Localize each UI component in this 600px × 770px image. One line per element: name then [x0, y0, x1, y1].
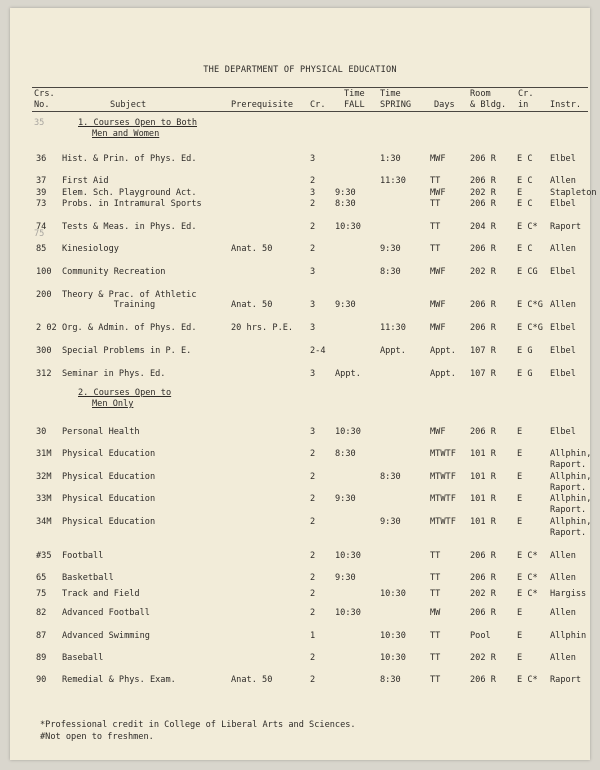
- course-credits: 2: [310, 675, 316, 685]
- course-room: 206 R: [470, 244, 496, 254]
- course-credits: 2: [310, 494, 316, 504]
- table-row: [10, 300, 590, 312]
- course-number: 85: [36, 244, 47, 254]
- table-row: [10, 176, 590, 188]
- faint-course-number-75: 75: [34, 229, 45, 239]
- course-number: 2 02: [36, 323, 57, 333]
- course-credit-in: E: [517, 653, 523, 663]
- course-subject: Hist. & Prin. of Phys. Ed.: [62, 154, 197, 164]
- table-row: [10, 244, 590, 256]
- course-days: TT: [430, 573, 441, 583]
- header-prerequisite: Prerequisite: [231, 100, 294, 110]
- table-row: [10, 589, 590, 601]
- course-days: MWF: [430, 188, 446, 198]
- document-page: [10, 8, 597, 760]
- course-credits: 3: [310, 154, 316, 164]
- course-instructor: Raport.: [550, 505, 587, 515]
- course-prerequisite: Anat. 50: [231, 675, 273, 685]
- course-credits: 3: [310, 300, 316, 310]
- course-days: TT: [430, 589, 441, 599]
- course-instructor: Elbel: [550, 427, 576, 437]
- course-days: Appt.: [430, 369, 456, 379]
- course-credits: 2: [310, 222, 316, 232]
- course-instructor: Allen: [550, 573, 576, 583]
- course-prerequisite: 20 hrs. P.E.: [231, 323, 294, 333]
- page-title: THE DEPARTMENT OF PHYSICAL EDUCATION: [203, 65, 397, 75]
- header-cr: Cr.: [310, 100, 326, 110]
- section-heading-men-cont: Men Only: [92, 399, 134, 409]
- footnote-not-freshmen: #Not open to freshmen.: [40, 732, 154, 742]
- course-room: 202 R: [470, 188, 496, 198]
- course-credit-in: E C: [517, 244, 533, 254]
- course-days: MWF: [430, 323, 446, 333]
- course-credit-in: E C: [517, 199, 533, 209]
- course-credit-in: E G: [517, 346, 533, 356]
- course-instructor: Allen: [550, 608, 576, 618]
- course-instructor: Raport.: [550, 528, 587, 538]
- course-days: TT: [430, 176, 441, 186]
- course-time-fall: 9:30: [335, 494, 356, 504]
- course-subject: Org. & Admin. of Phys. Ed.: [62, 323, 197, 333]
- course-days: Appt.: [430, 346, 456, 356]
- course-number: 74: [36, 222, 47, 232]
- course-time-spring: 9:30: [380, 244, 401, 254]
- course-instructor: Elbel: [550, 346, 576, 356]
- course-instructor: Elbel: [550, 199, 576, 209]
- course-credits: 1: [310, 631, 316, 641]
- header-crin-top: Cr.: [518, 89, 534, 99]
- course-time-spring: 10:30: [380, 631, 406, 641]
- course-credits: 2: [310, 176, 316, 186]
- course-time-fall: 10:30: [335, 608, 361, 618]
- table-row: [10, 528, 590, 540]
- course-time-fall: 9:30: [335, 300, 356, 310]
- course-days: MW: [430, 608, 441, 618]
- course-credit-in: E C*G: [517, 323, 543, 333]
- course-number: 34M: [36, 517, 52, 527]
- course-days: MWF: [430, 300, 446, 310]
- course-credits: 3: [310, 369, 316, 379]
- course-subject: First Aid: [62, 176, 109, 186]
- course-subject: Tests & Meas. in Phys. Ed.: [62, 222, 197, 232]
- course-subject: Baseball: [62, 653, 104, 663]
- course-credit-in: E CG: [517, 267, 538, 277]
- course-subject: Football: [62, 551, 104, 561]
- course-instructor: Raport.: [550, 483, 587, 493]
- course-number: 89: [36, 653, 47, 663]
- table-row: [10, 323, 590, 335]
- table-row: [10, 267, 590, 279]
- course-credits: 2: [310, 472, 316, 482]
- course-subject: Physical Education: [62, 494, 156, 504]
- course-credits: 2: [310, 244, 316, 254]
- course-days: MWF: [430, 427, 446, 437]
- course-instructor: Allen: [550, 244, 576, 254]
- course-instructor: Raport: [550, 675, 582, 685]
- course-credit-in: E: [517, 188, 523, 198]
- course-time-spring: 11:30: [380, 323, 406, 333]
- course-credit-in: E: [517, 449, 523, 459]
- course-room: 206 R: [470, 154, 496, 164]
- course-number: 65: [36, 573, 47, 583]
- course-time-spring: Appt.: [380, 346, 406, 356]
- course-instructor: Raport: [550, 222, 582, 232]
- course-days: MWF: [430, 154, 446, 164]
- course-subject: Track and Field: [62, 589, 140, 599]
- course-room: 101 R: [470, 494, 496, 504]
- course-room: 206 R: [470, 573, 496, 583]
- header-bottom-rule: [32, 111, 588, 112]
- table-row: [10, 675, 590, 687]
- course-days: MTWTF: [430, 449, 456, 459]
- footnote-professional-credit: *Professional credit in College of Liberal Arts and Sciences.: [40, 720, 356, 730]
- course-number: #35: [36, 551, 52, 561]
- course-days: MTWTF: [430, 472, 456, 482]
- course-subject: Advanced Football: [62, 608, 150, 618]
- course-credit-in: E: [517, 494, 523, 504]
- table-row: [10, 222, 590, 234]
- header-spring: SPRING: [380, 100, 412, 110]
- course-credit-in: E: [517, 608, 523, 618]
- header-instructor: Instr.: [550, 100, 582, 110]
- course-subject: Community Recreation: [62, 267, 166, 277]
- course-room: 101 R: [470, 472, 496, 482]
- course-instructor: Elbel: [550, 267, 576, 277]
- course-number: 39: [36, 188, 47, 198]
- course-number: 32M: [36, 472, 52, 482]
- course-days: TT: [430, 551, 441, 561]
- course-credit-in: E C: [517, 154, 533, 164]
- course-credit-in: E C*: [517, 551, 538, 561]
- course-subject: Elem. Sch. Playground Act.: [62, 188, 197, 198]
- course-instructor: Elbel: [550, 323, 576, 333]
- course-time-fall: 9:30: [335, 188, 356, 198]
- course-room: 202 R: [470, 267, 496, 277]
- course-room: 206 R: [470, 551, 496, 561]
- course-days: TT: [430, 222, 441, 232]
- course-instructor: Allen: [550, 551, 576, 561]
- course-room: 202 R: [470, 589, 496, 599]
- course-room: 206 R: [470, 199, 496, 209]
- course-credit-in: E: [517, 631, 523, 641]
- course-credit-in: E C*: [517, 589, 538, 599]
- course-time-spring: 10:30: [380, 653, 406, 663]
- course-number: 33M: [36, 494, 52, 504]
- course-credits: 3: [310, 267, 316, 277]
- course-number: 73: [36, 199, 47, 209]
- course-time-fall: 10:30: [335, 551, 361, 561]
- header-room: Room: [470, 89, 491, 99]
- course-credits: 2-4: [310, 346, 326, 356]
- course-credits: 2: [310, 517, 316, 527]
- course-credit-in: E G: [517, 369, 533, 379]
- course-time-fall: 10:30: [335, 222, 361, 232]
- faint-course-number: 35: [34, 118, 45, 128]
- course-credit-in: E: [517, 517, 523, 527]
- course-credits: 2: [310, 449, 316, 459]
- table-row: [10, 653, 590, 665]
- course-room: 101 R: [470, 449, 496, 459]
- section-heading-men: 2. Courses Open to: [78, 388, 172, 398]
- course-days: MTWTF: [430, 494, 456, 504]
- course-credit-in: E C*: [517, 573, 538, 583]
- table-row: [10, 573, 590, 585]
- course-room: 107 R: [470, 346, 496, 356]
- course-number: 90: [36, 675, 47, 685]
- course-time-spring: 10:30: [380, 589, 406, 599]
- course-days: TT: [430, 244, 441, 254]
- section-heading-both: 1. Courses Open to Both: [78, 118, 197, 128]
- course-number: 87: [36, 631, 47, 641]
- course-subject: Physical Education: [62, 449, 156, 459]
- course-instructor: Allen: [550, 653, 576, 663]
- course-days: TT: [430, 631, 441, 641]
- course-subject: Probs. in Intramural Sports: [62, 199, 202, 209]
- table-row: [10, 199, 590, 211]
- header-top-rule: [32, 87, 588, 88]
- course-instructor: Allphin,: [550, 517, 592, 527]
- table-row: [10, 346, 590, 358]
- table-row: [10, 631, 590, 643]
- table-row: [10, 427, 590, 439]
- course-subject: Personal Health: [62, 427, 140, 437]
- course-number: 37: [36, 176, 47, 186]
- table-row: [10, 551, 590, 563]
- course-room: 206 R: [470, 323, 496, 333]
- course-credits: 3: [310, 323, 316, 333]
- table-row: [10, 369, 590, 381]
- course-credit-in: E C*: [517, 675, 538, 685]
- course-time-fall: 8:30: [335, 199, 356, 209]
- course-instructor: Allphin: [550, 631, 587, 641]
- course-room: 206 R: [470, 427, 496, 437]
- course-subject: Basketball: [62, 573, 114, 583]
- course-room: 202 R: [470, 653, 496, 663]
- course-number: 31M: [36, 449, 52, 459]
- header-time-spring-top: Time: [380, 89, 401, 99]
- header-crin: in: [518, 100, 529, 110]
- course-time-spring: 8:30: [380, 675, 401, 685]
- course-time-fall: Appt.: [335, 369, 361, 379]
- course-time-fall: 8:30: [335, 449, 356, 459]
- course-subject: Training: [62, 300, 156, 310]
- course-number: 75: [36, 589, 47, 599]
- header-days: Days: [434, 100, 455, 110]
- course-number: 82: [36, 608, 47, 618]
- course-room: 206 R: [470, 176, 496, 186]
- course-room: 107 R: [470, 369, 496, 379]
- course-instructor: Stapleton: [550, 188, 597, 198]
- course-number: 200: [36, 290, 52, 300]
- section-heading-both-cont: Men and Women: [92, 129, 160, 139]
- course-credits: 2: [310, 608, 316, 618]
- course-room: 101 R: [470, 517, 496, 527]
- course-credits: 3: [310, 427, 316, 437]
- course-prerequisite: Anat. 50: [231, 300, 273, 310]
- course-credits: 2: [310, 653, 316, 663]
- course-subject: Remedial & Phys. Exam.: [62, 675, 176, 685]
- course-instructor: Allphin,: [550, 472, 592, 482]
- course-number: 30: [36, 427, 47, 437]
- course-subject: Kinesiology: [62, 244, 119, 254]
- course-time-fall: 10:30: [335, 427, 361, 437]
- course-prerequisite: Anat. 50: [231, 244, 273, 254]
- course-subject: Special Problems in P. E.: [62, 346, 192, 356]
- course-days: TT: [430, 653, 441, 663]
- course-subject: Physical Education: [62, 472, 156, 482]
- course-room: Pool: [470, 631, 491, 641]
- course-instructor: Allen: [550, 300, 576, 310]
- course-credit-in: E C: [517, 176, 533, 186]
- course-room: 204 R: [470, 222, 496, 232]
- course-credits: 2: [310, 199, 316, 209]
- course-credits: 3: [310, 188, 316, 198]
- course-instructor: Hargiss: [550, 589, 587, 599]
- course-subject: Seminar in Phys. Ed.: [62, 369, 166, 379]
- course-room: 206 R: [470, 608, 496, 618]
- table-row: [10, 505, 590, 517]
- course-instructor: Raport.: [550, 460, 587, 470]
- header-no: No.: [34, 100, 50, 110]
- course-instructor: Allphin,: [550, 494, 592, 504]
- course-time-spring: 8:30: [380, 267, 401, 277]
- course-credit-in: E: [517, 472, 523, 482]
- course-number: 36: [36, 154, 47, 164]
- course-instructor: Allphin,: [550, 449, 592, 459]
- course-number: 312: [36, 369, 52, 379]
- course-credit-in: E C*: [517, 222, 538, 232]
- table-row: [10, 460, 590, 472]
- course-credits: 2: [310, 573, 316, 583]
- course-number: 100: [36, 267, 52, 277]
- course-subject: Advanced Swimming: [62, 631, 150, 641]
- header-crs: Crs.: [34, 89, 55, 99]
- course-instructor: Elbel: [550, 154, 576, 164]
- course-instructor: Elbel: [550, 369, 576, 379]
- course-time-fall: 9:30: [335, 573, 356, 583]
- header-time-fall-top: Time: [344, 89, 365, 99]
- course-credits: 2: [310, 589, 316, 599]
- course-days: TT: [430, 199, 441, 209]
- course-days: MTWTF: [430, 517, 456, 527]
- header-fall: FALL: [344, 100, 365, 110]
- course-room: 206 R: [470, 300, 496, 310]
- header-subject: Subject: [110, 100, 147, 110]
- course-days: MWF: [430, 267, 446, 277]
- course-credits: 2: [310, 551, 316, 561]
- course-time-spring: 1:30: [380, 154, 401, 164]
- course-subject: Physical Education: [62, 517, 156, 527]
- course-time-spring: 11:30: [380, 176, 406, 186]
- table-row: [10, 154, 590, 166]
- course-room: 206 R: [470, 675, 496, 685]
- course-time-spring: 8:30: [380, 472, 401, 482]
- course-days: TT: [430, 675, 441, 685]
- course-credit-in: E C*G: [517, 300, 543, 310]
- course-credit-in: E: [517, 427, 523, 437]
- header-bldg: & Bldg.: [470, 100, 507, 110]
- course-instructor: Allen: [550, 176, 576, 186]
- course-time-spring: 9:30: [380, 517, 401, 527]
- course-subject: Theory & Prac. of Athletic: [62, 290, 197, 300]
- table-row: [10, 608, 590, 620]
- course-number: 300: [36, 346, 52, 356]
